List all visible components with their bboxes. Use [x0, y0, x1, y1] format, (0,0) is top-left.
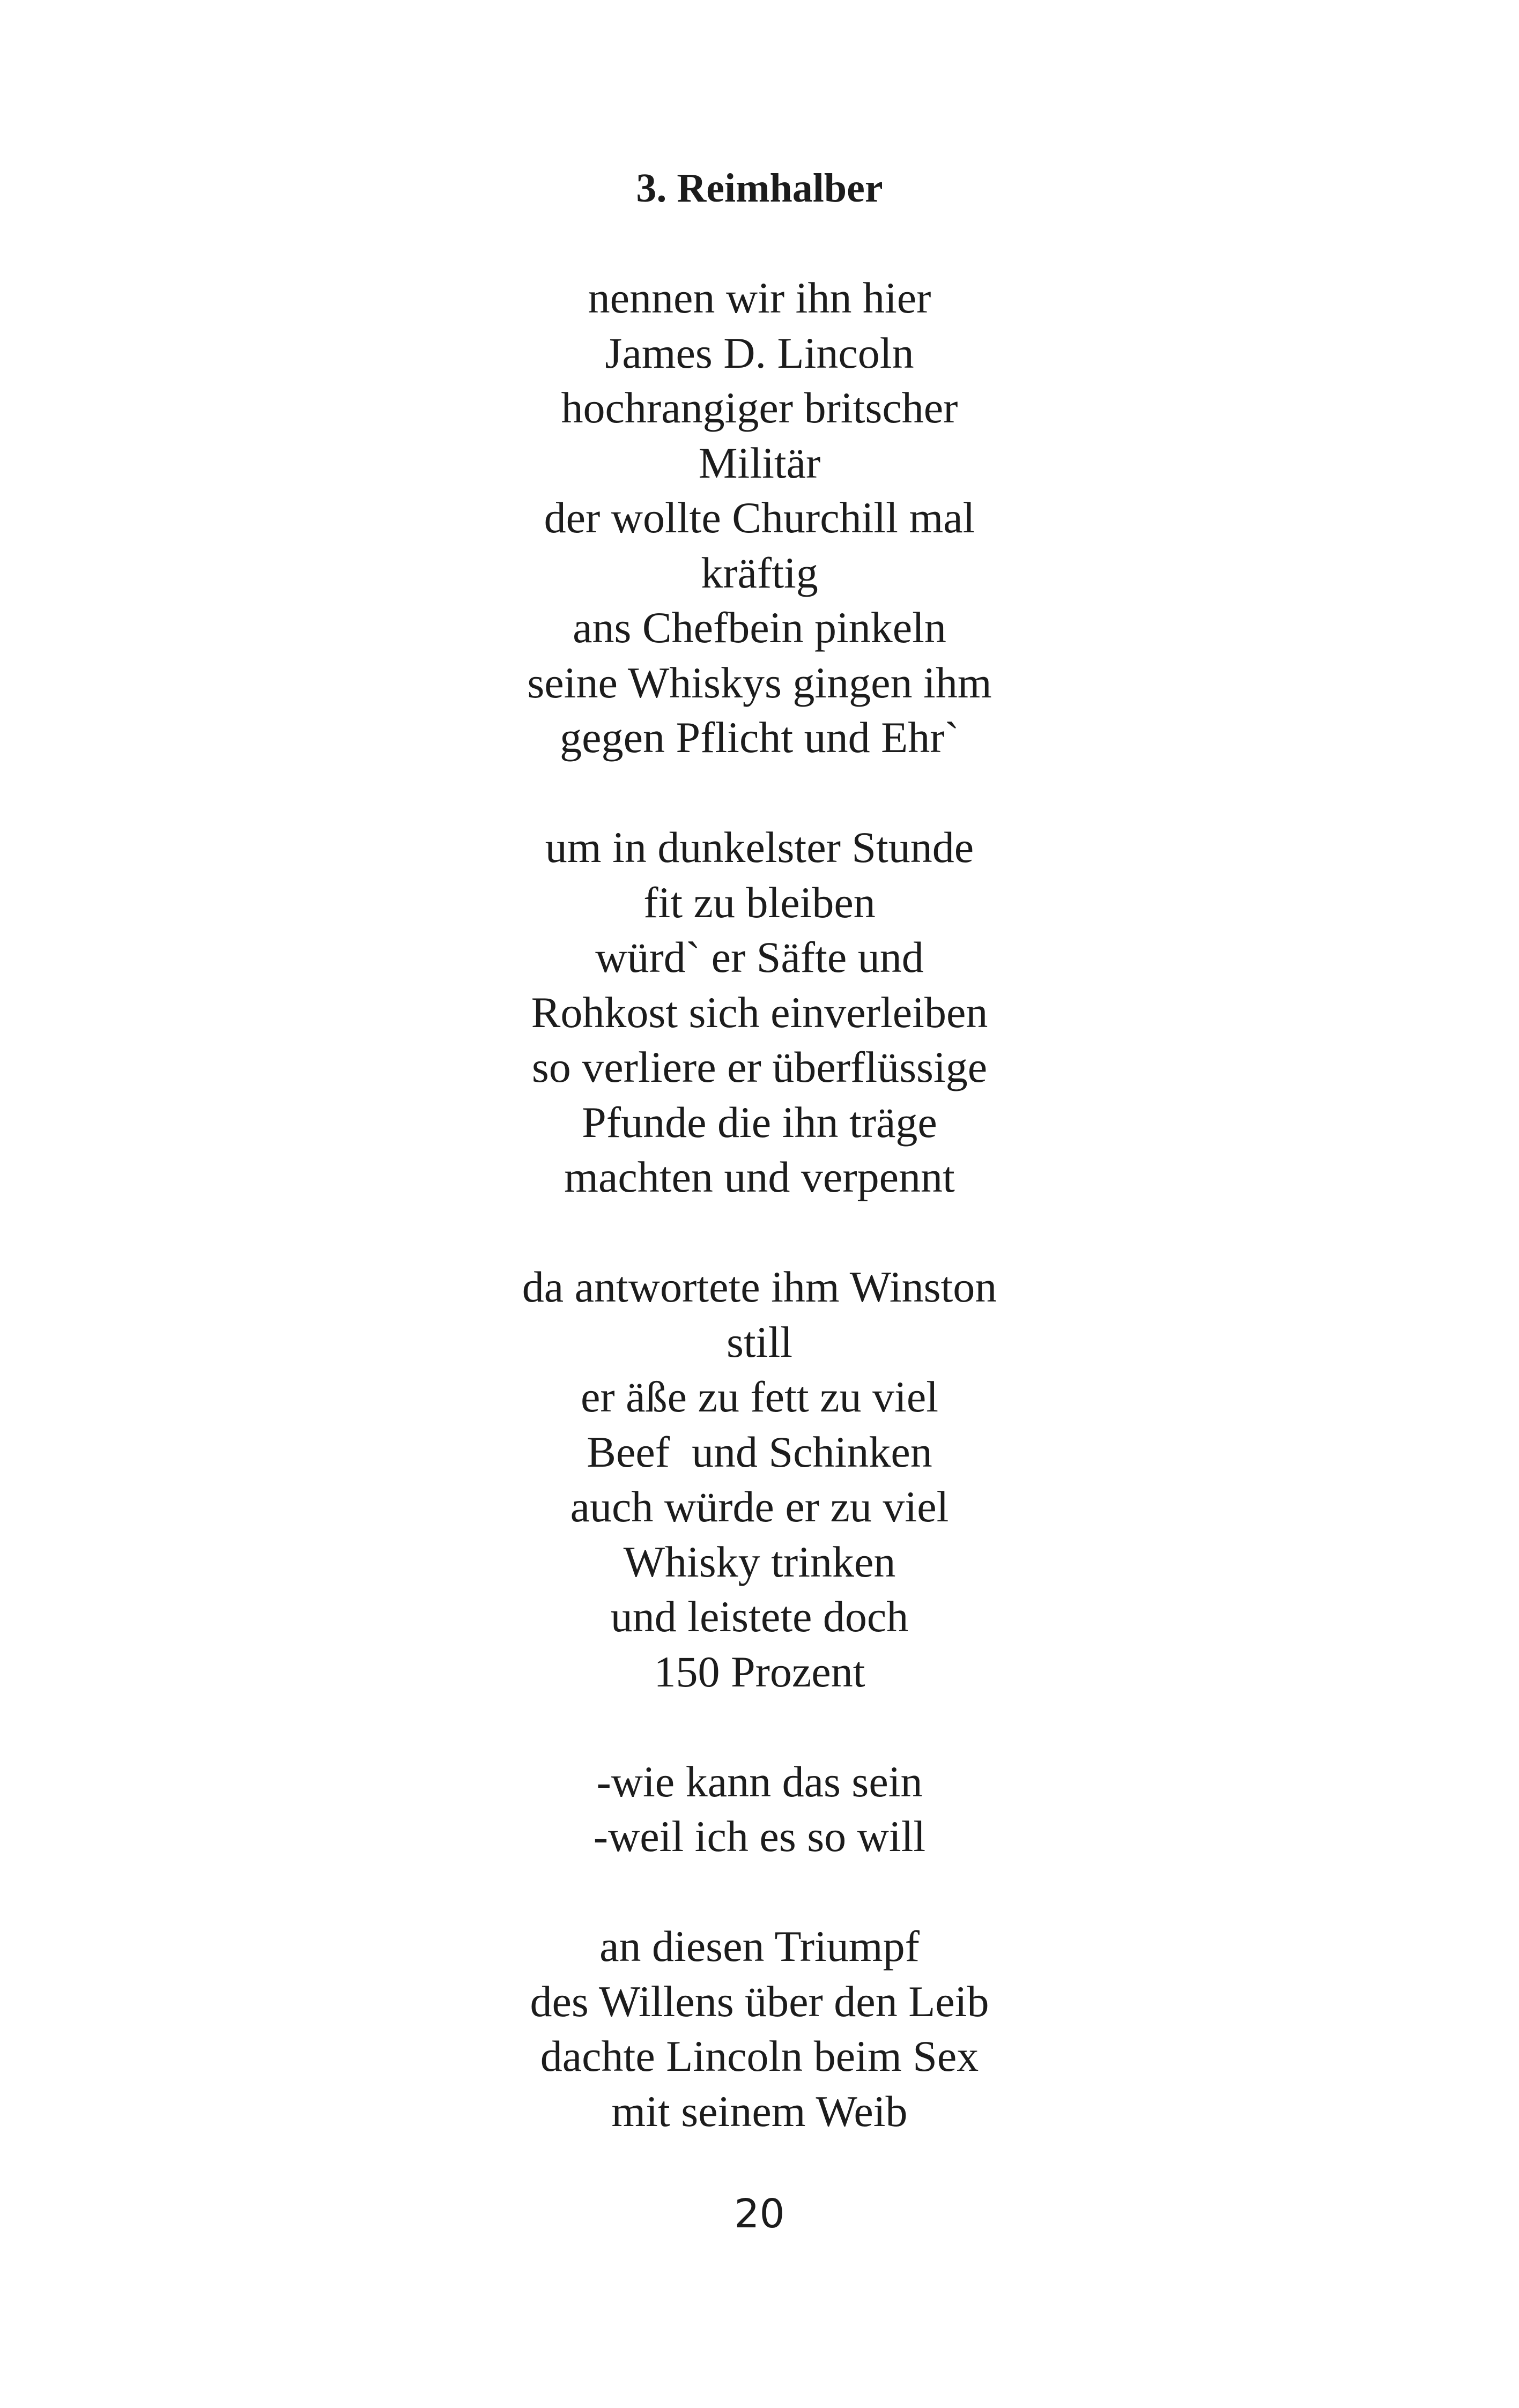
poem-line: -weil ich es so will	[593, 1812, 926, 1861]
poem-line: hochrangiger britscher	[561, 383, 958, 432]
poem-line: ans Chefbein pinkeln	[573, 603, 946, 652]
poem-line: um in dunkelster Stunde	[545, 823, 974, 872]
stanza-break	[0, 1699, 1519, 1755]
stanza-2	[0, 820, 1519, 1205]
poem-line: James D. Lincoln	[605, 328, 914, 377]
poem-title: 3. Reimhalber	[636, 166, 883, 211]
stanza-break	[0, 1864, 1519, 1920]
poem-line: würd` er Säfte und	[595, 933, 924, 982]
poem-line: so verliere er überflüssige	[531, 1043, 988, 1091]
poem-line: Militär	[698, 438, 821, 487]
poem-line: fit zu bleiben	[643, 878, 876, 927]
poem-line: machten und verpennt	[564, 1153, 955, 1201]
poem-line: Rohkost sich einverleiben	[531, 987, 988, 1037]
poem-line: an diesen Triumpf	[599, 1922, 920, 1971]
poem-line: nennen wir ihn hier	[588, 273, 931, 322]
stanza-4	[0, 1755, 1519, 1864]
poem-line: seine Whiskys gingen ihm	[527, 658, 992, 707]
page-number: 20	[734, 2191, 785, 2237]
stanza-break	[0, 1205, 1519, 1260]
poem-line: 150 Prozent	[654, 1647, 865, 1696]
poem-line: er äße zu fett zu viel	[580, 1372, 938, 1421]
poem-line: des Willens über den Leib	[530, 1976, 989, 2026]
poem	[0, 161, 1519, 2139]
stanza-3	[0, 1260, 1519, 1699]
poem-line: Beef und Schinken	[587, 1427, 932, 1476]
poem-line: Pfunde die ihn träge	[582, 1097, 937, 1147]
poem-line: Whisky trinken	[623, 1537, 896, 1586]
poem-line: auch würde er zu viel	[570, 1482, 949, 1531]
poem-line: dachte Lincoln beim Sex	[540, 2032, 979, 2080]
poem-line: da antwortete ihm Winston	[522, 1262, 997, 1311]
poem-line: kräftig	[701, 548, 818, 597]
stanza-break	[0, 765, 1519, 821]
stanza-5	[0, 1919, 1519, 2139]
stanza-1	[0, 271, 1519, 765]
poem-line: gegen Pflicht und Ehr`	[560, 713, 959, 762]
poem-line: der wollte Churchill mal	[544, 493, 975, 542]
poem-line: mit seinem Weib	[611, 2086, 908, 2136]
poem-line: und leistete doch	[610, 1592, 909, 1641]
title-spacing	[0, 215, 1519, 271]
poem-line: still	[726, 1317, 793, 1366]
poem-line: -wie kann das sein	[596, 1757, 923, 1806]
